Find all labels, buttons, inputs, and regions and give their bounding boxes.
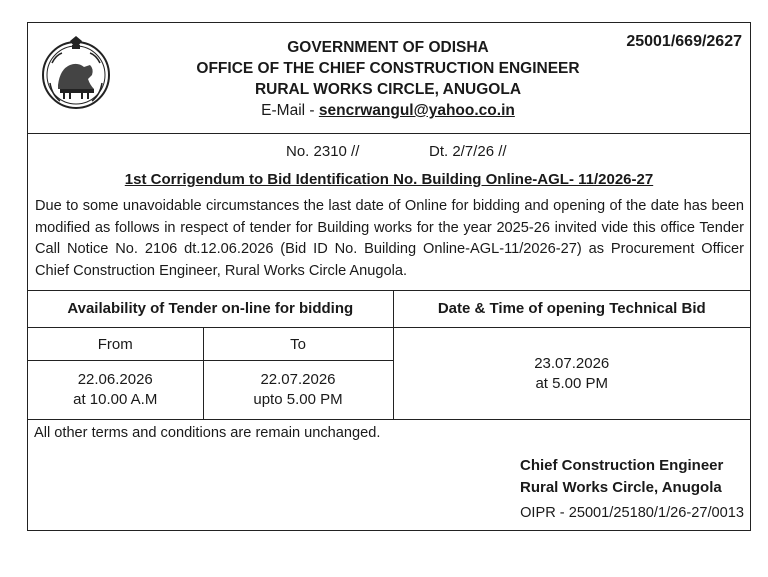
notice-footer xyxy=(28,419,750,531)
circle-title: RURAL WORKS CIRCLE, ANUGOLA xyxy=(254,81,522,98)
corrigendum-title: 1st Corrigendum to Bid Identification No. Building Online-AGL- 11/2026-27 xyxy=(124,171,654,188)
bid-schedule-table xyxy=(28,290,750,420)
tender-notice xyxy=(27,22,751,531)
from-time: at 10.00 A.M xyxy=(73,391,158,408)
from-cell xyxy=(28,361,203,420)
from-header: From xyxy=(28,328,203,361)
office-title: OFFICE OF THE CHIEF CONSTRUCTION ENGINEER xyxy=(196,60,580,77)
letter-number: No. 2310 // xyxy=(286,143,360,160)
odisha-emblem-icon xyxy=(38,35,114,111)
signatory-title: Chief Construction Engineer xyxy=(520,457,724,474)
email-line xyxy=(148,100,628,121)
signatory-block xyxy=(520,455,723,499)
email-label: E-Mail - xyxy=(261,102,319,119)
opening-date: 23.07.2026 xyxy=(534,354,610,372)
reference-number: 25001/669/2627 xyxy=(626,33,742,50)
corrigendum-section xyxy=(28,133,750,291)
government-title: GOVERNMENT OF ODISHA xyxy=(287,39,489,56)
signatory-office: Rural Works Circle, Anugola xyxy=(520,479,722,496)
terms-note: All other terms and conditions are remain unchanged. xyxy=(34,425,381,441)
notice-header xyxy=(28,23,750,134)
to-header: To xyxy=(203,328,393,361)
to-date: 22.07.2026 xyxy=(260,371,336,388)
opening-time: at 5.00 PM xyxy=(535,374,609,392)
corrigendum-body: Due to some unavoidable circumstances the last date of Online for bidding and opening of the date has been modified as follows in respect of tender for Building works for the year 2025-26 invited vide this office Tender Call Notice No. 2106 dt.12.06.2026 (Bid ID No. Building Online-AGL-11/2026-27) as Procurement Officer Chief Construction Engineer, Rural Works Circle Anugola. xyxy=(35,198,744,279)
from-date: 22.06.2026 xyxy=(77,371,153,388)
availability-header: Availability of Tender on-line for bidding xyxy=(28,290,393,328)
opening-header: Date & Time of opening Technical Bid xyxy=(393,290,750,328)
opening-cell xyxy=(393,328,750,420)
office-title-block xyxy=(148,37,628,121)
to-cell xyxy=(203,361,393,420)
to-time: upto 5.00 PM xyxy=(253,391,343,408)
oipr-number: OIPR - 25001/25180/1/26-27/0013 xyxy=(520,505,744,521)
email-link[interactable]: sencrwangul@yahoo.co.in xyxy=(318,102,515,119)
letter-date: Dt. 2/7/26 // xyxy=(429,143,507,160)
